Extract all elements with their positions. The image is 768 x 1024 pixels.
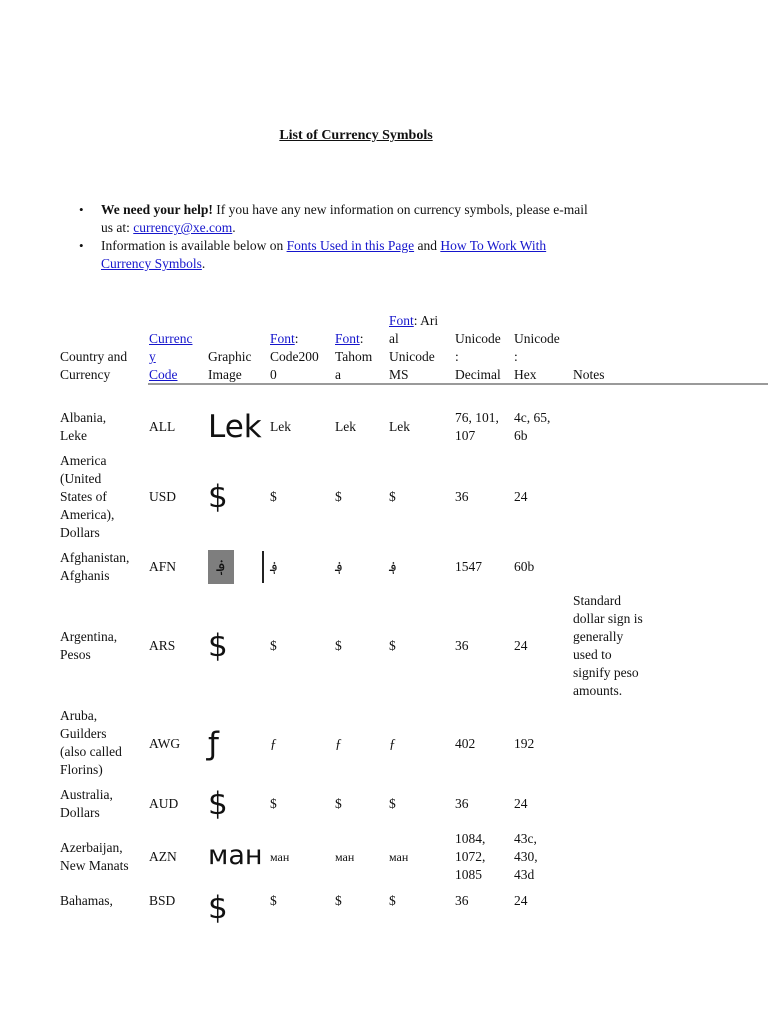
cell-divider — [262, 551, 264, 583]
header-code-link-3[interactable]: Code — [149, 367, 178, 382]
font2-symbol: $ — [335, 796, 342, 811]
country-line: Bahamas, — [60, 893, 113, 908]
row-code: AFN — [149, 559, 177, 574]
country-line: Albania, — [60, 410, 107, 425]
row-code: BSD — [149, 893, 176, 908]
country-line: Florins) — [60, 762, 103, 777]
country-line: Afghanis — [60, 568, 110, 583]
row-code: AWG — [149, 736, 181, 751]
graphic-image: Lek — [208, 409, 262, 445]
header-hex-l3: Hex — [514, 367, 537, 382]
row-code: AZN — [149, 849, 177, 864]
unicode-hex — [514, 409, 550, 445]
country-line: Australia, — [60, 787, 113, 802]
font3-symbol: ман — [389, 850, 409, 864]
unicode-decimal — [455, 409, 499, 445]
font3-symbol: ƒ — [389, 736, 396, 751]
notes-line: generally — [573, 629, 624, 644]
unicode-hex — [514, 830, 538, 884]
row-country — [60, 892, 113, 910]
notes-line: used to — [573, 647, 612, 662]
help-period: . — [232, 220, 236, 235]
graphic-image: ƒ — [208, 726, 219, 762]
header-font3-link[interactable]: Font — [389, 313, 414, 328]
font3-symbol: $ — [389, 489, 396, 504]
country-line: America — [60, 453, 107, 468]
country-line: (United — [60, 471, 102, 486]
unicode-hex: 24 — [514, 638, 528, 653]
row-code: AUD — [149, 796, 179, 811]
help-text-2: us at: — [101, 220, 134, 235]
header-hex — [514, 330, 560, 384]
row-country — [60, 549, 129, 585]
how-to-work-link-1[interactable]: How To Work With — [440, 238, 547, 253]
header-country-l1: Country and — [60, 349, 128, 364]
help-text: If you have any new information on currency symbols, please e-mail — [212, 202, 588, 217]
header-graphic-l1: Graphic — [208, 349, 252, 364]
info-period: . — [201, 256, 206, 271]
unicode-decimal: 36 — [455, 796, 469, 811]
row-code: USD — [149, 489, 177, 504]
how-to-work-link-2[interactable]: Currency Symbols — [101, 256, 202, 271]
info-and: and — [414, 238, 441, 253]
header-hex-l2: : — [514, 349, 518, 364]
font2-symbol: ƒ — [335, 736, 342, 751]
font3-symbol: $ — [389, 893, 396, 908]
unicode-hex: 24 — [514, 893, 528, 908]
country-line: Guilders — [60, 726, 107, 741]
header-code-link-2[interactable]: y — [149, 349, 156, 364]
country-line: America), — [60, 507, 115, 522]
hex-line: 43c, — [514, 831, 537, 846]
row-code: ARS — [149, 638, 176, 653]
country-line: New Manats — [60, 858, 129, 873]
row-country — [60, 628, 117, 664]
email-link[interactable]: currency@xe.com — [133, 220, 233, 235]
font1-symbol: ƒ — [270, 736, 277, 751]
country-line: Leke — [60, 428, 87, 443]
font3-symbol: ؋ — [389, 559, 397, 574]
font2-symbol: Lek — [335, 419, 356, 434]
row-country — [60, 452, 114, 542]
font2-symbol: $ — [335, 638, 342, 653]
header-dec-l3: Decimal — [455, 367, 501, 382]
unicode-hex: 24 — [514, 796, 528, 811]
row-country — [60, 409, 106, 445]
font1-symbol: Lek — [270, 419, 291, 434]
country-line: States of — [60, 489, 107, 504]
hex-line: 6b — [514, 428, 528, 443]
row-notes — [573, 592, 643, 700]
graphic-image: $ — [208, 479, 228, 515]
dec-line: 107 — [455, 428, 476, 443]
unicode-decimal: 1547 — [455, 559, 482, 574]
header-dec-l2: : — [455, 349, 459, 364]
unicode-hex: 192 — [514, 736, 535, 751]
header-hex-l1: Unicode — [514, 331, 560, 346]
notes-line: signify peso — [573, 665, 639, 680]
dec-line: 1085 — [455, 867, 482, 882]
font2-symbol: $ — [335, 893, 342, 908]
header-font1 — [270, 330, 319, 384]
header-graphic-l2: Image — [208, 367, 242, 382]
country-line: Dollars — [60, 805, 100, 820]
graphic-image: $ — [208, 628, 228, 664]
country-line: (also called — [60, 744, 122, 759]
font2-symbol: ؋ — [335, 559, 343, 574]
country-line: Aruba, — [60, 708, 98, 723]
header-font3-l1: : Ari — [413, 313, 439, 328]
header-font3 — [389, 312, 438, 384]
unicode-decimal: 36 — [455, 489, 469, 504]
font3-symbol: $ — [389, 796, 396, 811]
notes-line: Standard — [573, 593, 621, 608]
header-font2 — [335, 330, 372, 384]
hex-line: 430, — [514, 849, 538, 864]
help-bullet — [101, 201, 761, 237]
afghani-glyph-image: ؋ — [208, 550, 234, 584]
unicode-hex: 24 — [514, 489, 528, 504]
graphic-image: $ — [208, 786, 228, 822]
header-font2-l3: a — [335, 367, 341, 382]
header-font1-link[interactable]: Font — [270, 331, 295, 346]
row-code: ALL — [149, 419, 176, 434]
header-font2-link[interactable]: Font — [335, 331, 360, 346]
help-bold: We need your help! — [101, 202, 213, 217]
info-text: Information is available below on — [101, 238, 287, 253]
unicode-decimal: 36 — [455, 893, 469, 908]
hex-line: 4c, 65, — [514, 410, 551, 425]
info-bullet — [101, 237, 761, 273]
country-line: Argentina, — [60, 629, 118, 644]
row-country — [60, 839, 129, 875]
unicode-decimal — [455, 830, 485, 884]
font1-symbol: ман — [270, 850, 290, 864]
font1-symbol: ؋ — [270, 559, 278, 574]
header-dec-l1: Unicode — [455, 331, 501, 346]
dec-line: 1084, — [455, 831, 486, 846]
header-font3-l4: MS — [389, 367, 409, 382]
font1-symbol: $ — [270, 796, 277, 811]
row-country — [60, 707, 122, 779]
notes-line: dollar sign is — [573, 611, 643, 626]
header-graphic — [208, 348, 251, 384]
notes-line: amounts. — [573, 683, 623, 698]
font3-symbol: Lek — [389, 419, 410, 434]
page-title: List of Currency Symbols — [279, 128, 433, 143]
font1-symbol: $ — [270, 638, 277, 653]
header-font1-colon: : — [294, 331, 299, 346]
hex-line: 43d — [514, 867, 535, 882]
info-bullets — [0, 201, 761, 273]
header-font3-l2: al — [389, 331, 399, 346]
dec-line: 76, 101, — [455, 410, 499, 425]
fonts-used-link[interactable]: Fonts Used in this Page — [286, 238, 415, 253]
header-notes: Notes — [573, 367, 605, 382]
country-line: Pesos — [60, 647, 91, 662]
header-font3-l3: Unicode — [389, 349, 435, 364]
dec-line: 1072, — [455, 849, 486, 864]
unicode-decimal: 36 — [455, 638, 469, 653]
font1-symbol: $ — [270, 489, 277, 504]
row-country — [60, 786, 113, 822]
header-country-l2: Currency — [60, 367, 111, 382]
unicode-hex: 60b — [514, 559, 535, 574]
country-line: Azerbaijan, — [60, 840, 123, 855]
header-country — [60, 348, 127, 384]
font2-symbol: ман — [335, 850, 355, 864]
header-code-link-1[interactable]: Currenc — [149, 331, 193, 346]
header-divider — [148, 383, 768, 385]
header-dec — [455, 330, 501, 384]
country-line: Afghanistan, — [60, 550, 130, 565]
header-font2-colon: : — [359, 331, 364, 346]
graphic-image: ман — [208, 840, 263, 871]
header-font1-l3: 0 — [270, 367, 277, 382]
country-line: Dollars — [60, 525, 100, 540]
font2-symbol: $ — [335, 489, 342, 504]
header-font1-l2: Code200 — [270, 349, 319, 364]
unicode-decimal: 402 — [455, 736, 476, 751]
header-font2-l2: Tahom — [335, 349, 373, 364]
header-code — [149, 330, 192, 384]
font3-symbol: $ — [389, 638, 396, 653]
font1-symbol: $ — [270, 893, 277, 908]
graphic-image: $ — [208, 890, 228, 926]
